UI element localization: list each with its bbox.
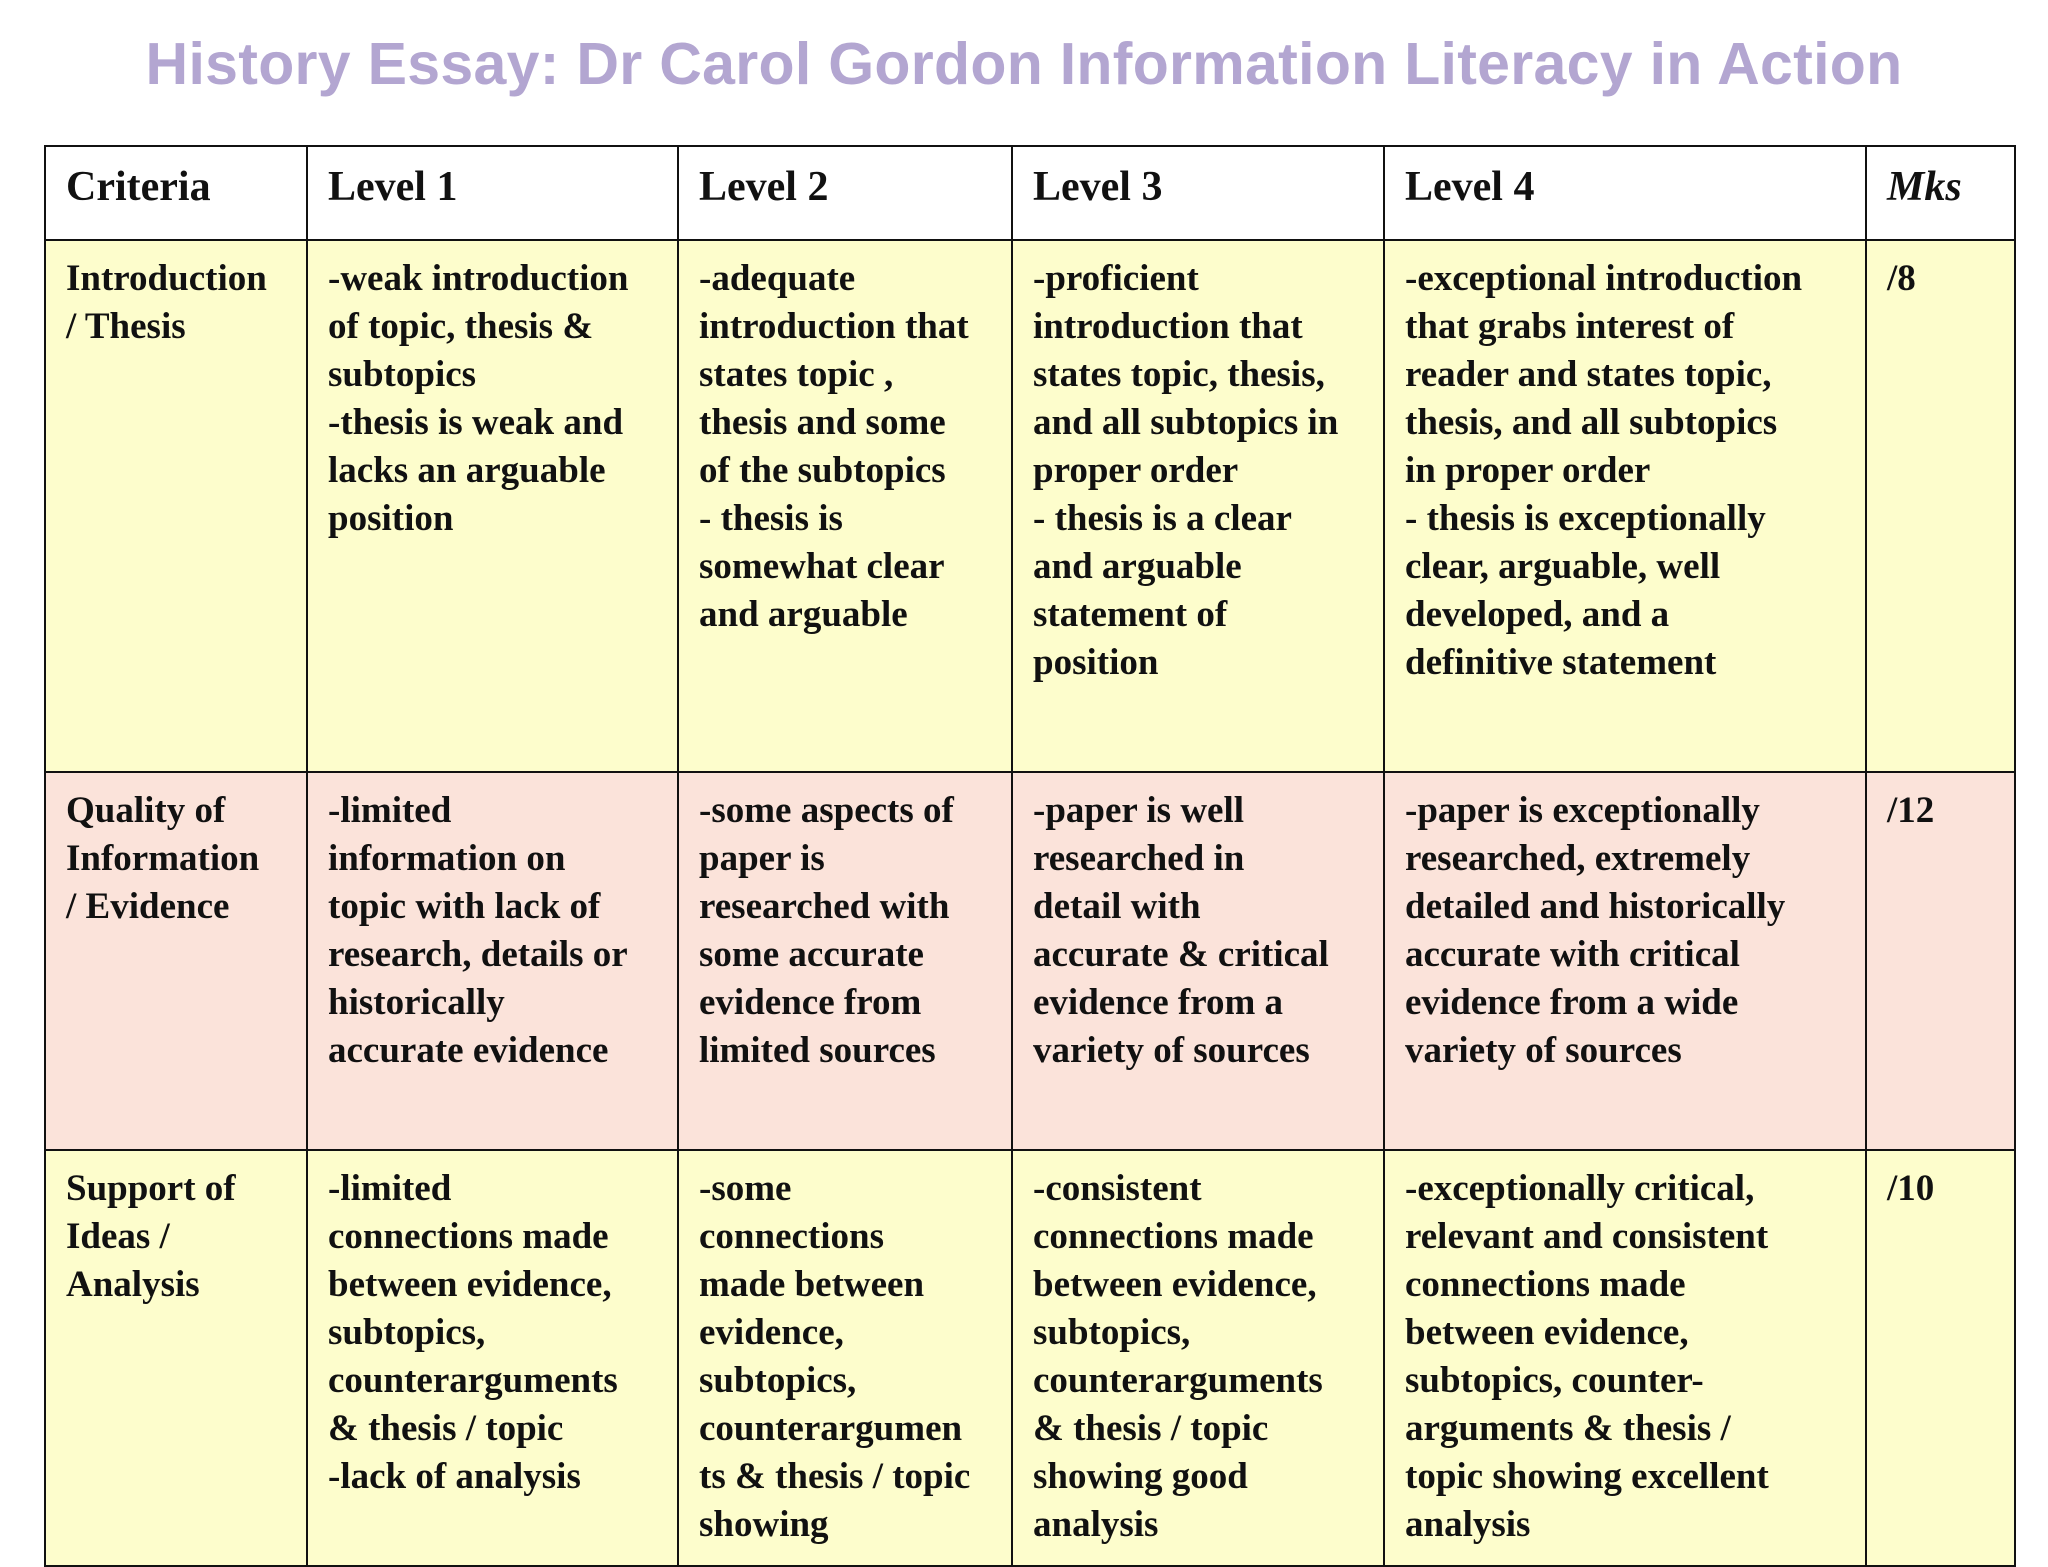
level-1-cell: -limited connections made between evidence, subtopics, counterarguments & thesis / topic -lack of analysis — [307, 1150, 678, 1566]
level-1-cell: -limited information on topic with lack of research, details or historically accurate evidence — [307, 772, 678, 1150]
level-3-cell: -proficient introduction that states topic, thesis, and all subtopics in proper order - thesis is a clear and arguable statement of position — [1012, 240, 1384, 772]
level-4-cell: -paper is exceptionally researched, extremely detailed and historically accurate with critical evidence from a wide variety of sources — [1384, 772, 1866, 1150]
header-level-1: Level 1 — [307, 146, 678, 240]
marks-cell: /12 — [1866, 772, 2015, 1150]
level-1-cell: -weak introduction of topic, thesis & subtopics -thesis is weak and lacks an arguable position — [307, 240, 678, 772]
header-criteria: Criteria — [45, 146, 307, 240]
level-2-cell: -some aspects of paper is researched with some accurate evidence from limited sources — [678, 772, 1012, 1150]
level-3-cell: -consistent connections made between evidence, subtopics, counterarguments & thesis / topic showing good analysis — [1012, 1150, 1384, 1566]
criteria-cell: Support of Ideas / Analysis — [45, 1150, 307, 1566]
level-4-cell: -exceptional introduction that grabs interest of reader and states topic, thesis, and all subtopics in proper order - thesis is exceptionally clear, arguable, well developed, and a definitive statement — [1384, 240, 1866, 772]
header-row — [45, 146, 2015, 240]
rubric-table — [44, 145, 2016, 1567]
criteria-cell: Quality of Information / Evidence — [45, 772, 307, 1150]
marks-cell: /10 — [1866, 1150, 2015, 1566]
table-row — [45, 240, 2015, 772]
header-level-3: Level 3 — [1012, 146, 1384, 240]
page-title: History Essay: Dr Carol Gordon Information Literacy in Action — [145, 31, 1903, 97]
level-4-cell: -exceptionally critical, relevant and consistent connections made between evidence, subtopics, counter- arguments & thesis / topic showing excellent analysis — [1384, 1150, 1866, 1566]
level-2-cell: -some connections made between evidence, subtopics, counterargumen ts & thesis / topic showing — [678, 1150, 1012, 1566]
criteria-cell: Introduction / Thesis — [45, 240, 307, 772]
header-level-2: Level 2 — [678, 146, 1012, 240]
header-level-4: Level 4 — [1384, 146, 1866, 240]
table-row — [45, 772, 2015, 1150]
table-row — [45, 1150, 2015, 1566]
level-3-cell: -paper is well researched in detail with accurate & critical evidence from a variety of sources — [1012, 772, 1384, 1150]
header-marks: Mks — [1866, 146, 2015, 240]
marks-cell: /8 — [1866, 240, 2015, 772]
level-2-cell: -adequate introduction that states topic , thesis and some of the subtopics - thesis is somewhat clear and arguable — [678, 240, 1012, 772]
